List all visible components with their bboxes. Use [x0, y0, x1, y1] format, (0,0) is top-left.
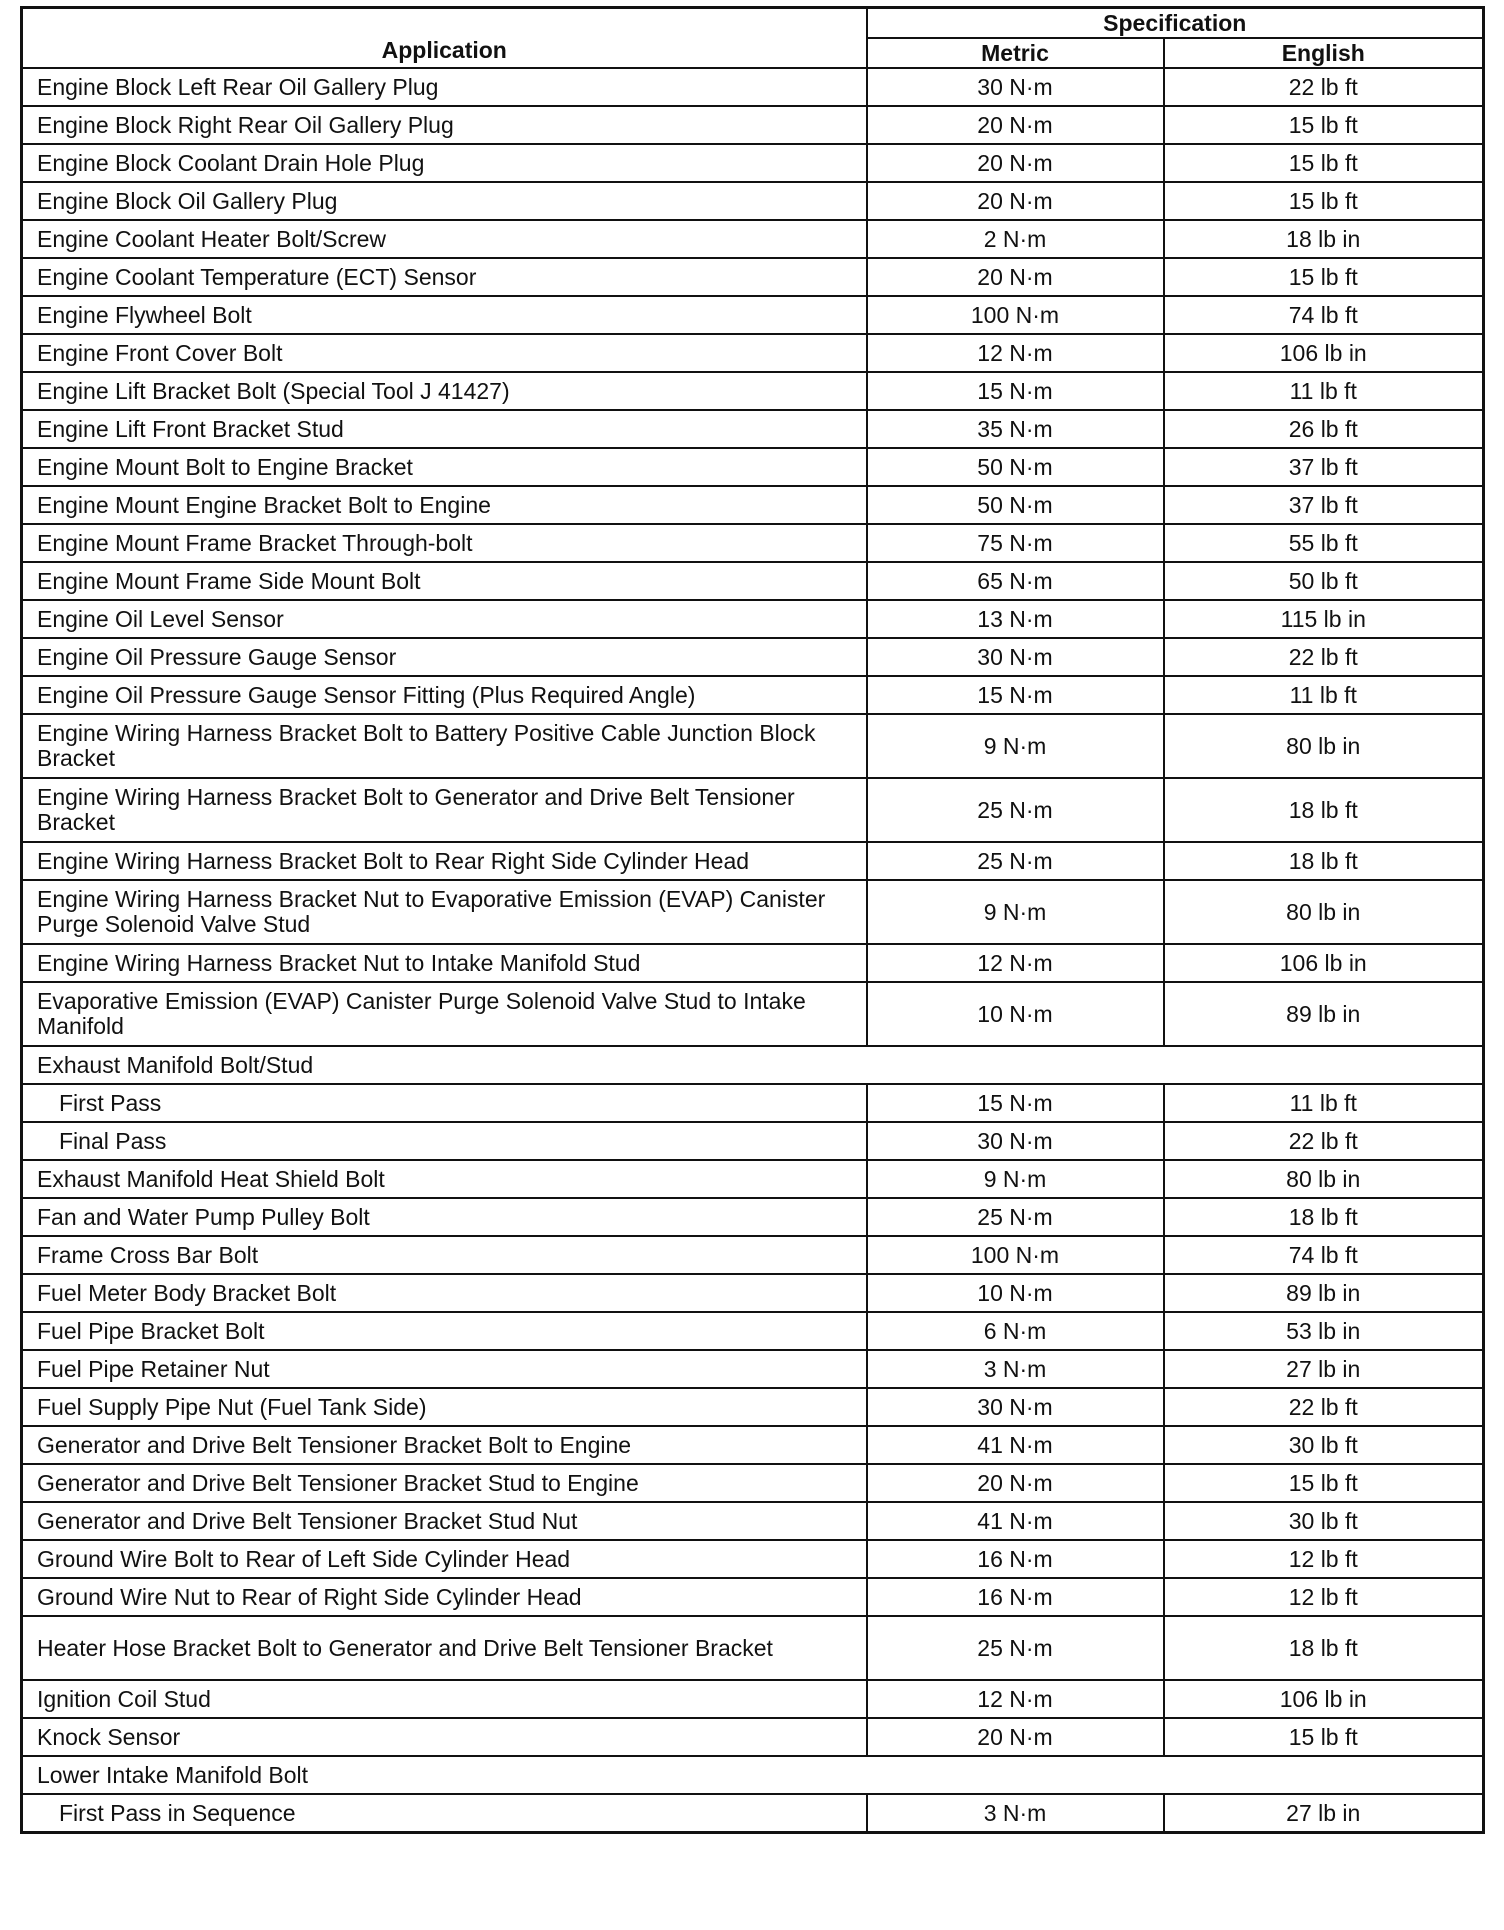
application-cell: Engine Mount Frame Side Mount Bolt	[22, 562, 867, 600]
application-cell: Engine Mount Bolt to Engine Bracket	[22, 448, 867, 486]
application-cell: Engine Block Right Rear Oil Gallery Plug	[22, 106, 867, 144]
metric-value-cell: 2 N·m	[867, 220, 1164, 258]
table-row	[22, 182, 1484, 220]
application-cell: Engine Wiring Harness Bracket Nut to Intake Manifold Stud	[22, 944, 867, 982]
metric-value-cell: 15 N·m	[867, 676, 1164, 714]
table-row	[22, 1616, 1484, 1680]
application-cell: Fuel Pipe Bracket Bolt	[22, 1312, 867, 1350]
application-cell: Final Pass	[22, 1122, 867, 1160]
english-value-cell: 18 lb ft	[1164, 1616, 1484, 1680]
metric-value-cell: 75 N·m	[867, 524, 1164, 562]
application-cell: Engine Wiring Harness Bracket Bolt to Rear Right Side Cylinder Head	[22, 842, 867, 880]
english-value-cell: 80 lb in	[1164, 880, 1484, 944]
application-cell: Engine Oil Pressure Gauge Sensor	[22, 638, 867, 676]
table-row	[22, 1122, 1484, 1160]
table-row	[22, 1794, 1484, 1833]
table-row	[22, 778, 1484, 842]
table-body	[22, 68, 1484, 1833]
application-cell: Ground Wire Nut to Rear of Right Side Cylinder Head	[22, 1578, 867, 1616]
english-value-cell: 53 lb in	[1164, 1312, 1484, 1350]
application-cell: Engine Wiring Harness Bracket Bolt to Battery Positive Cable Junction Block Bracket	[22, 714, 867, 778]
metric-value-cell: 25 N·m	[867, 842, 1164, 880]
table-row	[22, 1198, 1484, 1236]
english-value-cell: 80 lb in	[1164, 714, 1484, 778]
table-row	[22, 144, 1484, 182]
metric-value-cell: 12 N·m	[867, 334, 1164, 372]
metric-value-cell: 9 N·m	[867, 714, 1164, 778]
metric-value-cell: 13 N·m	[867, 600, 1164, 638]
english-value-cell: 15 lb ft	[1164, 1718, 1484, 1756]
english-value-cell: 74 lb ft	[1164, 296, 1484, 334]
application-cell: Fan and Water Pump Pulley Bolt	[22, 1198, 867, 1236]
group-heading-row	[22, 1756, 1484, 1794]
table-row	[22, 676, 1484, 714]
metric-value-cell: 20 N·m	[867, 182, 1164, 220]
application-cell: Engine Coolant Heater Bolt/Screw	[22, 220, 867, 258]
metric-value-cell: 16 N·m	[867, 1578, 1164, 1616]
english-value-cell: 15 lb ft	[1164, 182, 1484, 220]
application-cell: First Pass in Sequence	[22, 1794, 867, 1833]
table-row	[22, 1426, 1484, 1464]
metric-value-cell: 20 N·m	[867, 106, 1164, 144]
metric-value-cell: 12 N·m	[867, 944, 1164, 982]
metric-value-cell: 10 N·m	[867, 1274, 1164, 1312]
metric-value-cell: 50 N·m	[867, 448, 1164, 486]
application-cell: Fuel Supply Pipe Nut (Fuel Tank Side)	[22, 1388, 867, 1426]
table-row	[22, 982, 1484, 1046]
application-cell: Heater Hose Bracket Bolt to Generator and Drive Belt Tensioner Bracket	[22, 1616, 867, 1680]
application-cell: Engine Wiring Harness Bracket Bolt to Generator and Drive Belt Tensioner Bracket	[22, 778, 867, 842]
metric-value-cell: 16 N·m	[867, 1540, 1164, 1578]
metric-value-cell: 30 N·m	[867, 1122, 1164, 1160]
english-value-cell: 18 lb ft	[1164, 778, 1484, 842]
english-value-cell: 89 lb in	[1164, 982, 1484, 1046]
english-value-cell: 30 lb ft	[1164, 1502, 1484, 1540]
application-cell: Knock Sensor	[22, 1718, 867, 1756]
application-cell: Generator and Drive Belt Tensioner Bracket Stud to Engine	[22, 1464, 867, 1502]
table-row	[22, 1274, 1484, 1312]
application-cell: Evaporative Emission (EVAP) Canister Purge Solenoid Valve Stud to Intake Manifold	[22, 982, 867, 1046]
metric-value-cell: 100 N·m	[867, 296, 1164, 334]
english-value-cell: 15 lb ft	[1164, 258, 1484, 296]
application-cell: Fuel Pipe Retainer Nut	[22, 1350, 867, 1388]
table-row	[22, 638, 1484, 676]
english-value-cell: 22 lb ft	[1164, 1388, 1484, 1426]
metric-value-cell: 15 N·m	[867, 372, 1164, 410]
application-cell: Engine Lift Front Bracket Stud	[22, 410, 867, 448]
table-row	[22, 1350, 1484, 1388]
table-row	[22, 1312, 1484, 1350]
english-value-cell: 12 lb ft	[1164, 1578, 1484, 1616]
application-cell: Frame Cross Bar Bolt	[22, 1236, 867, 1274]
table-row	[22, 372, 1484, 410]
metric-value-cell: 41 N·m	[867, 1426, 1164, 1464]
english-value-cell: 106 lb in	[1164, 944, 1484, 982]
metric-value-cell: 35 N·m	[867, 410, 1164, 448]
application-cell: Engine Coolant Temperature (ECT) Sensor	[22, 258, 867, 296]
english-value-cell: 50 lb ft	[1164, 562, 1484, 600]
metric-value-cell: 15 N·m	[867, 1084, 1164, 1122]
english-value-cell: 18 lb in	[1164, 220, 1484, 258]
english-value-cell: 22 lb ft	[1164, 1122, 1484, 1160]
table-row	[22, 410, 1484, 448]
table-row	[22, 524, 1484, 562]
metric-value-cell: 25 N·m	[867, 778, 1164, 842]
english-value-cell: 74 lb ft	[1164, 1236, 1484, 1274]
table-row	[22, 486, 1484, 524]
group-heading-row	[22, 1046, 1484, 1084]
english-value-cell: 11 lb ft	[1164, 1084, 1484, 1122]
application-cell: Fuel Meter Body Bracket Bolt	[22, 1274, 867, 1312]
table-row	[22, 1388, 1484, 1426]
table-row	[22, 842, 1484, 880]
english-value-cell: 30 lb ft	[1164, 1426, 1484, 1464]
table-row	[22, 106, 1484, 144]
english-value-cell: 26 lb ft	[1164, 410, 1484, 448]
table-row	[22, 334, 1484, 372]
table-row	[22, 1680, 1484, 1718]
application-cell: Exhaust Manifold Heat Shield Bolt	[22, 1160, 867, 1198]
english-value-cell: 15 lb ft	[1164, 1464, 1484, 1502]
application-cell: First Pass	[22, 1084, 867, 1122]
metric-value-cell: 25 N·m	[867, 1616, 1164, 1680]
english-value-cell: 15 lb ft	[1164, 144, 1484, 182]
english-value-cell: 27 lb in	[1164, 1794, 1484, 1833]
table-row	[22, 1502, 1484, 1540]
english-value-cell: 11 lb ft	[1164, 372, 1484, 410]
header-application: Application	[22, 8, 867, 69]
metric-value-cell: 30 N·m	[867, 638, 1164, 676]
english-value-cell: 12 lb ft	[1164, 1540, 1484, 1578]
english-value-cell: 106 lb in	[1164, 1680, 1484, 1718]
english-value-cell: 22 lb ft	[1164, 68, 1484, 106]
metric-value-cell: 100 N·m	[867, 1236, 1164, 1274]
header-english: English	[1164, 38, 1484, 68]
application-cell: Generator and Drive Belt Tensioner Bracket Bolt to Engine	[22, 1426, 867, 1464]
metric-value-cell: 20 N·m	[867, 1464, 1164, 1502]
table-row	[22, 220, 1484, 258]
application-cell: Engine Mount Frame Bracket Through-bolt	[22, 524, 867, 562]
application-cell: Exhaust Manifold Bolt/Stud	[22, 1046, 1484, 1084]
application-cell: Engine Front Cover Bolt	[22, 334, 867, 372]
table-row	[22, 880, 1484, 944]
torque-spec-page	[20, 6, 1482, 1834]
table-row	[22, 1578, 1484, 1616]
header-specification: Specification	[867, 8, 1484, 39]
metric-value-cell: 65 N·m	[867, 562, 1164, 600]
table-row	[22, 1236, 1484, 1274]
metric-value-cell: 25 N·m	[867, 1198, 1164, 1236]
metric-value-cell: 30 N·m	[867, 1388, 1164, 1426]
table-row	[22, 944, 1484, 982]
application-cell: Ignition Coil Stud	[22, 1680, 867, 1718]
application-cell: Engine Block Coolant Drain Hole Plug	[22, 144, 867, 182]
metric-value-cell: 6 N·m	[867, 1312, 1164, 1350]
application-cell: Engine Oil Pressure Gauge Sensor Fitting (Plus Required Angle)	[22, 676, 867, 714]
table-row	[22, 1540, 1484, 1578]
table-row	[22, 296, 1484, 334]
english-value-cell: 89 lb in	[1164, 1274, 1484, 1312]
table-row	[22, 1160, 1484, 1198]
table-row	[22, 258, 1484, 296]
application-cell: Engine Lift Bracket Bolt (Special Tool J 41427)	[22, 372, 867, 410]
application-cell: Engine Flywheel Bolt	[22, 296, 867, 334]
english-value-cell: 55 lb ft	[1164, 524, 1484, 562]
english-value-cell: 15 lb ft	[1164, 106, 1484, 144]
english-value-cell: 80 lb in	[1164, 1160, 1484, 1198]
table-row	[22, 1464, 1484, 1502]
english-value-cell: 37 lb ft	[1164, 486, 1484, 524]
fastener-torque-table	[20, 6, 1485, 1834]
header-metric: Metric	[867, 38, 1164, 68]
table-row	[22, 448, 1484, 486]
table-row	[22, 68, 1484, 106]
application-cell: Engine Mount Engine Bracket Bolt to Engine	[22, 486, 867, 524]
table-row	[22, 714, 1484, 778]
metric-value-cell: 50 N·m	[867, 486, 1164, 524]
metric-value-cell: 41 N·m	[867, 1502, 1164, 1540]
application-cell: Generator and Drive Belt Tensioner Bracket Stud Nut	[22, 1502, 867, 1540]
english-value-cell: 27 lb in	[1164, 1350, 1484, 1388]
application-cell: Lower Intake Manifold Bolt	[22, 1756, 1484, 1794]
application-cell: Engine Block Oil Gallery Plug	[22, 182, 867, 220]
english-value-cell: 106 lb in	[1164, 334, 1484, 372]
application-cell: Ground Wire Bolt to Rear of Left Side Cylinder Head	[22, 1540, 867, 1578]
metric-value-cell: 10 N·m	[867, 982, 1164, 1046]
english-value-cell: 11 lb ft	[1164, 676, 1484, 714]
table-row	[22, 1718, 1484, 1756]
metric-value-cell: 3 N·m	[867, 1794, 1164, 1833]
metric-value-cell: 20 N·m	[867, 258, 1164, 296]
metric-value-cell: 9 N·m	[867, 880, 1164, 944]
metric-value-cell: 9 N·m	[867, 1160, 1164, 1198]
metric-value-cell: 12 N·m	[867, 1680, 1164, 1718]
english-value-cell: 37 lb ft	[1164, 448, 1484, 486]
table-row	[22, 562, 1484, 600]
metric-value-cell: 30 N·m	[867, 68, 1164, 106]
table-row	[22, 1084, 1484, 1122]
table-row	[22, 600, 1484, 638]
application-cell: Engine Oil Level Sensor	[22, 600, 867, 638]
metric-value-cell: 3 N·m	[867, 1350, 1164, 1388]
english-value-cell: 18 lb ft	[1164, 842, 1484, 880]
english-value-cell: 22 lb ft	[1164, 638, 1484, 676]
english-value-cell: 115 lb in	[1164, 600, 1484, 638]
metric-value-cell: 20 N·m	[867, 1718, 1164, 1756]
english-value-cell: 18 lb ft	[1164, 1198, 1484, 1236]
application-cell: Engine Wiring Harness Bracket Nut to Evaporative Emission (EVAP) Canister Purge Solenoid Valve Stud	[22, 880, 867, 944]
application-cell: Engine Block Left Rear Oil Gallery Plug	[22, 68, 867, 106]
metric-value-cell: 20 N·m	[867, 144, 1164, 182]
table-header	[22, 8, 1484, 69]
